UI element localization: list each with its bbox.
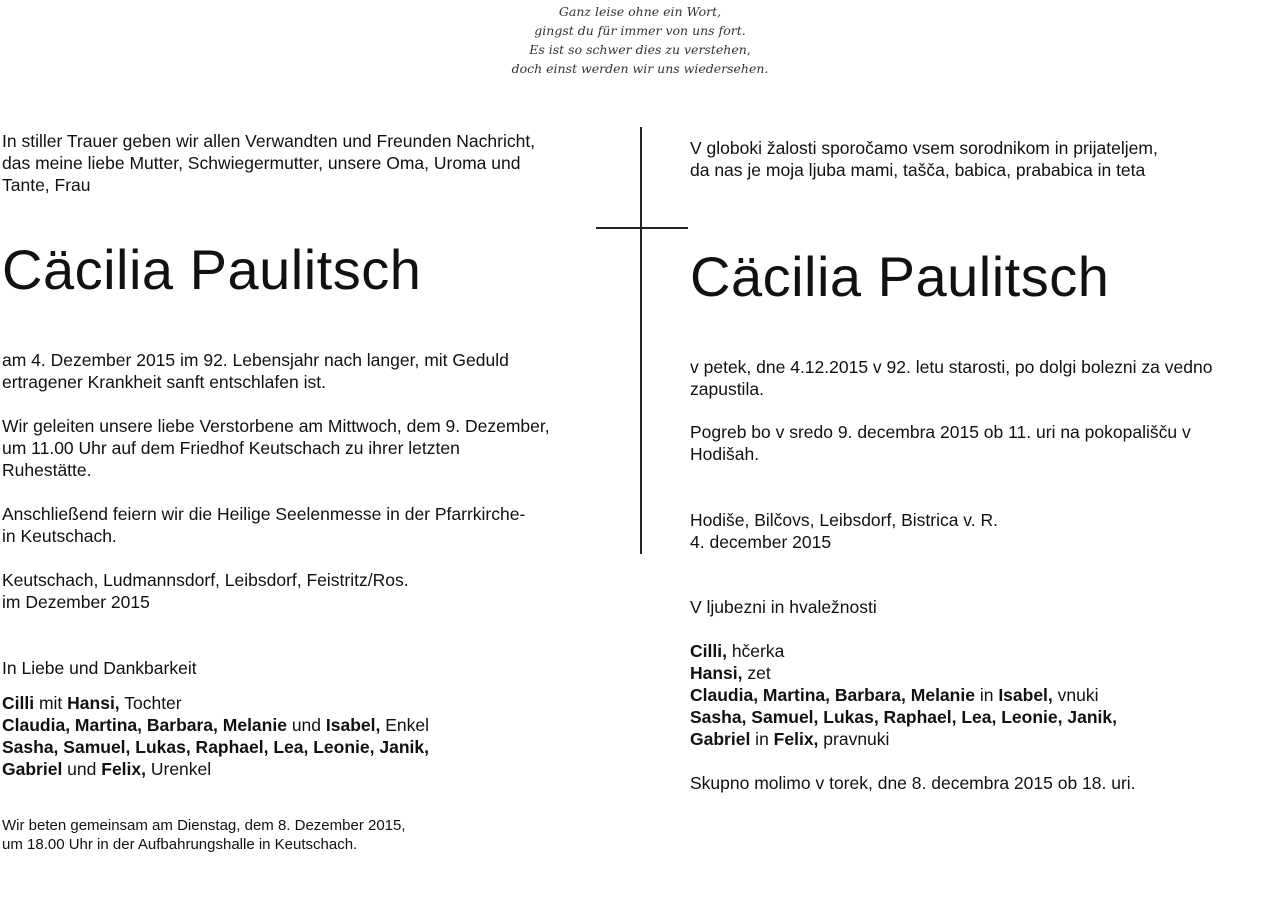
german-deceased-name: Cäcilia Paulitsch: [2, 238, 422, 301]
poem: [0, 2, 1280, 78]
family-line: Gabriel und Felix, Urenkel: [2, 759, 212, 779]
family-line: Claudia, Martina, Barbara, Melanie in Isabel, vnuki: [690, 685, 1099, 705]
german-place-date: Keutschach, Ludmannsdorf, Leibsdorf, Feistritz/Ros. im Dezember 2015: [2, 570, 409, 612]
family-line: Cilli, hčerka: [690, 641, 785, 661]
family-line: Hansi, zet: [690, 663, 771, 683]
slovene-deceased-name: Cäcilia Paulitsch: [690, 245, 1110, 308]
german-prayer-info: Wir beten gemeinsam am Dienstag, dem 8. Dezember 2015, um 18.00 Uhr in der Aufbahrungshalle in Keutschach.: [2, 817, 406, 853]
german-family-list: [2, 692, 622, 780]
slovene-family-list: [690, 640, 1270, 750]
slovene-love-line: V ljubezni in hvaležnosti: [690, 597, 877, 617]
german-death-notice: am 4. Dezember 2015 im 92. Lebensjahr nach langer, mit Geduld ertragener Krankheit sanft entschlafen ist.: [2, 350, 509, 392]
cross-vertical-bar: [640, 127, 642, 554]
family-line: Cilli mit Hansi, Tochter: [2, 693, 182, 713]
slovene-death-notice: v petek, dne 4.12.2015 v 92. letu starosti, po dolgi bolezni za vedno zapustila.: [690, 357, 1213, 399]
german-funeral-info: Wir geleiten unsere liebe Verstorbene am Mittwoch, dem 9. Dezember, um 11.00 Uhr auf dem Friedhof Keutschach zu ihrer letzten Ruhestätte.: [2, 416, 550, 480]
german-love-line: In Liebe und Dankbarkeit: [2, 658, 197, 678]
family-line: Claudia, Martina, Barbara, Melanie und Isabel, Enkel: [2, 715, 430, 735]
slovene-prayer-info: Skupno molimo v torek, dne 8. decembra 2015 ob 18. uri.: [690, 773, 1136, 793]
german-intro: In stiller Trauer geben wir allen Verwandten und Freunden Nachricht, das meine liebe Mutter, Schwiegermutter, unsere Oma, Uroma und Tante, Frau: [2, 131, 536, 195]
family-line: Sasha, Samuel, Lukas, Raphael, Lea, Leonie, Janik,: [690, 707, 1117, 727]
family-line: Sasha, Samuel, Lukas, Raphael, Lea, Leonie, Janik,: [2, 737, 429, 757]
poem-line: Ganz leise ohne ein Wort,: [558, 4, 722, 19]
cross-horizontal-bar: [596, 227, 688, 229]
poem-line: gingst du für immer von uns fort.: [534, 23, 746, 38]
slovene-intro: V globoki žalosti sporočamo vsem sorodnikom in prijateljem, da nas je moja ljuba mami, tašča, babica, prababica in teta: [690, 138, 1158, 180]
poem-line: Es ist so schwer dies zu verstehen,: [529, 42, 751, 57]
poem-line: doch einst werden wir uns wiedersehen.: [511, 61, 769, 76]
family-line: Gabriel in Felix, pravnuki: [690, 729, 890, 749]
slovene-funeral-info: Pogreb bo v sredo 9. decembra 2015 ob 11. uri na pokopališču v Hodišah.: [690, 422, 1191, 464]
slovene-place-date: Hodiše, Bilčovs, Leibsdorf, Bistrica v. R. 4. december 2015: [690, 510, 998, 552]
german-mass-info: Anschließend feiern wir die Heilige Seelenmesse in der Pfarrkirche- in Keutschach.: [2, 504, 526, 546]
